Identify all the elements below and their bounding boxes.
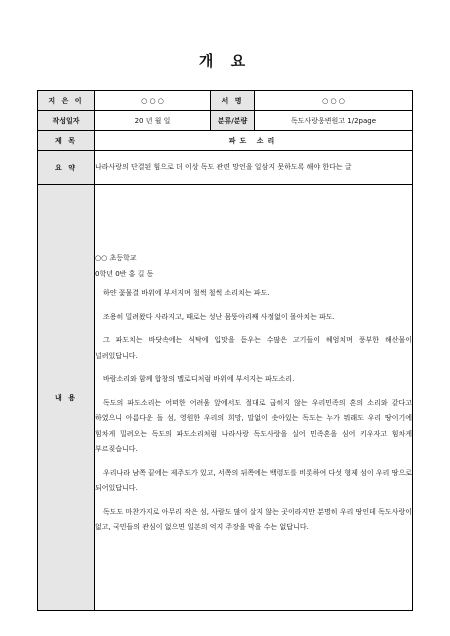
paragraph: 하얀 꽃물결 바위에 부서지며 철썩 철썩 소리치는 파도.: [103, 289, 270, 298]
paragraph: 그 파도치는 바닷속에는 식탁에 입맛을 돋우는 수많은 고기들이 헤엄치며 풍부한 해산물이 널려있답니다.: [95, 336, 412, 360]
summary-label: 요 약: [38, 151, 95, 185]
signature-label: 서 명: [211, 91, 255, 111]
row-summary: [38, 151, 413, 185]
date-label: 작성일자: [38, 111, 95, 131]
row-date: [38, 111, 413, 131]
summary-value: 나라사랑의 단결된 힘으로 더 이상 독도 관련 망언을 일삼지 못하도록 해야 한다는 글: [95, 151, 413, 185]
signature-value: ○ ○ ○: [255, 91, 413, 111]
subject-value: 파도 소리: [95, 131, 413, 151]
paragraph: 조용히 밀려왔다 사라지고, 때로는 성난 몸뚱아리째 사정없이 몰아치는 파도.: [103, 312, 335, 321]
content-label: 내 용: [38, 185, 95, 611]
subject-label: 제 목: [38, 131, 95, 151]
author-value: ○ ○ ○: [95, 91, 211, 111]
paragraph: 독도도 마찬가지로 아무리 작은 섬, 사람도 많이 살지 않는 곳이라지만 분명히 우리 땅인데 독도사랑이 없고, 국민들의 관심이 없으면 일본의 억지 주장을 막을 수는 없답니다.: [95, 507, 412, 532]
paragraph: 독도의 파도소리는 어떠한 어려움 앞에서도 절대로 굽히지 않는 우리민족의 혼의 소리와 같다고 하였으니 아름다운 돌 섬, 영원한 우리의 희망, 말없이 솟아있는 독도는 누가 뭐래도 우리 땅이기에 힘차게 밀려오는 독도의 파도소리처럼 나라사랑 독도사랑을 실어 민족혼을 심어 키우자고 힘차게 부르짖습니다.: [95, 398, 412, 454]
document-title: 개 요: [198, 52, 252, 70]
student-name: 0학년 0반 홍 길 동: [95, 269, 154, 278]
date-value: 20 년 월 일: [95, 111, 211, 131]
content-body: [95, 185, 413, 611]
school-name: ○○ 초등학교: [95, 254, 137, 263]
paragraph: 바람소리와 함께 합창의 멜로디처럼 바위에 부서지는 파도소리.: [103, 375, 295, 384]
row-subject: [38, 131, 413, 151]
author-label: 지 은 이: [38, 91, 95, 111]
outline-form-table: [37, 90, 413, 611]
paragraph: 우리나라 남쪽 끝에는 제주도가 있고, 서쪽의 뒤쪽에는 백령도를 비롯하여 다섯 형제 섬이 우리 땅으로 되어있답니다.: [95, 468, 412, 493]
row-content: [38, 185, 413, 611]
category-value: 독도사랑웅변원고 1/2page: [255, 111, 413, 131]
row-author: [38, 91, 413, 111]
category-label: 분류/분량: [211, 111, 255, 131]
